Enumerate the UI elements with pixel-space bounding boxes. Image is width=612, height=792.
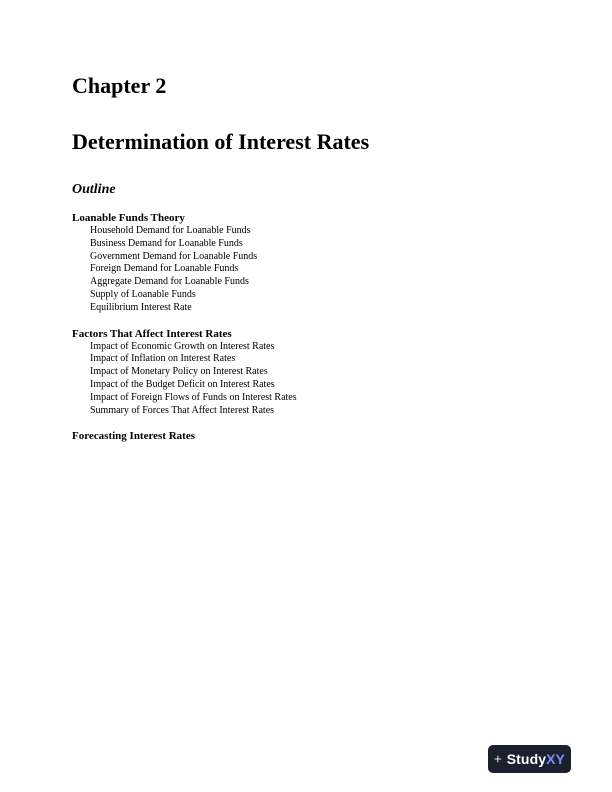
topic-item: Supply of Loanable Funds (90, 288, 196, 300)
outline-list (72, 212, 552, 456)
topic-item: Equilibrium Interest Rate (90, 301, 192, 313)
topic-item: Summary of Forces That Affect Interest Rates (90, 404, 275, 416)
chapter-label: Chapter 2 (72, 73, 167, 98)
page-title: Determination of Interest Rates (72, 129, 370, 154)
topic-item: Impact of the Budget Deficit on Interest Rates (90, 378, 275, 390)
brand-name (507, 751, 565, 767)
topic-list (72, 225, 552, 315)
topic-item: Impact of Economic Growth on Interest Rates (90, 340, 275, 352)
outline-heading: Outline (72, 182, 116, 197)
section-heading: Factors That Affect Interest Rates (72, 327, 232, 340)
topic-item: Business Demand for Loanable Funds (90, 237, 243, 249)
outline-section (72, 328, 552, 418)
topic-item: Household Demand for Loanable Funds (90, 225, 251, 236)
section-heading: Loanable Funds Theory (72, 212, 185, 224)
topic-item: Aggregate Demand for Loanable Funds (90, 276, 249, 288)
brand-name-part2: XY (546, 751, 565, 767)
topic-item: Government Demand for Loanable Funds (90, 250, 258, 262)
studyxy-watermark (488, 745, 571, 773)
brand-name-part1: Study (506, 751, 547, 767)
outline-section (72, 430, 552, 443)
topic-item: Foreign Demand for Loanable Funds (90, 263, 239, 275)
topic-item: Impact of Foreign Flows of Funds on Interest Rates (90, 391, 297, 403)
topic-item: Impact of Inflation on Interest Rates (90, 353, 236, 365)
section-heading: Forecasting Interest Rates (72, 430, 196, 443)
topic-item: Impact of Monetary Policy on Interest Rates (90, 366, 268, 378)
topic-list (72, 341, 552, 418)
plus-icon (494, 752, 502, 766)
outline-section (72, 212, 552, 315)
